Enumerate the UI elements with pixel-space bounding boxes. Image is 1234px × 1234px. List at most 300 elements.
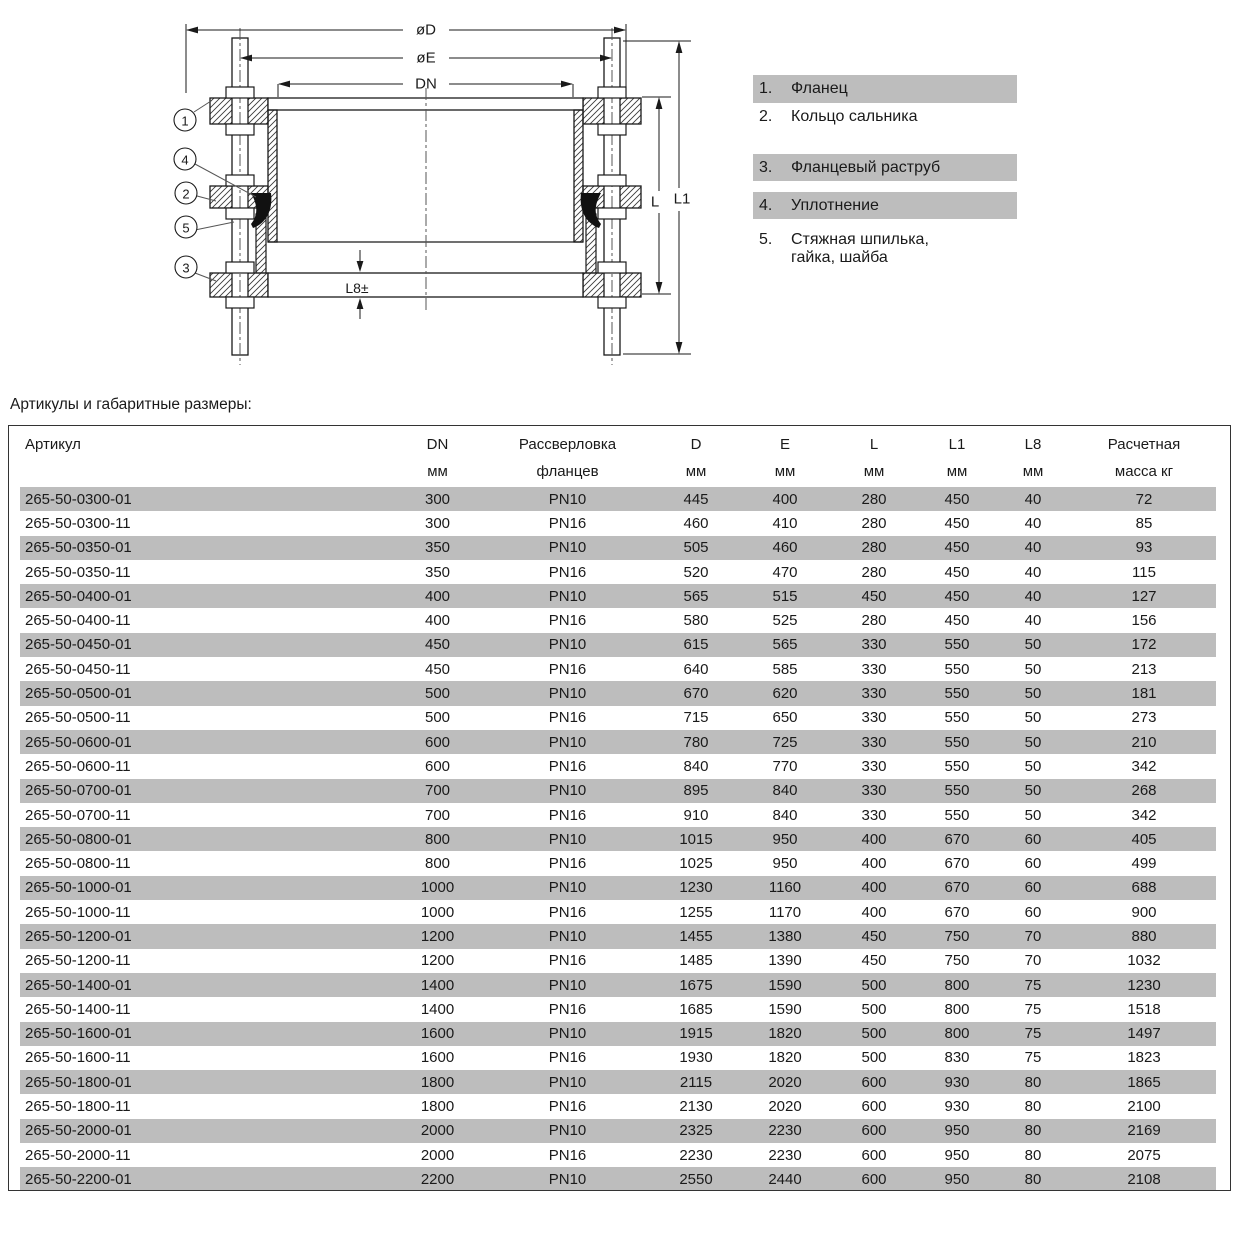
table-row (20, 536, 1216, 560)
table-cell: 725 (772, 733, 798, 751)
table-cell: 80 (1024, 1073, 1042, 1091)
table-cell: 2075 (1127, 1146, 1161, 1164)
table-cell: 550 (944, 782, 970, 800)
table-cell: 1915 (679, 1025, 713, 1043)
table-cell: 800 (944, 1000, 970, 1018)
svg-text:5: 5 (182, 220, 190, 236)
table-cell: 265-50-0500-01 (25, 685, 132, 703)
table-cell: 1230 (1127, 976, 1161, 994)
table-cell: 265-50-0300-11 (25, 514, 131, 532)
table-cell: PN16 (548, 1000, 587, 1018)
table-cell: PN10 (548, 879, 587, 897)
table-cell: 70 (1024, 927, 1042, 945)
table-cell: 1000 (420, 879, 455, 897)
table-row (20, 876, 1216, 900)
table-cell: 1400 (420, 1000, 455, 1018)
dim-label-nominal-diameter: DN (415, 75, 437, 93)
table-cell: 75 (1024, 976, 1042, 994)
table-cell: 265-50-1400-01 (25, 976, 132, 994)
table-cell: 950 (944, 1170, 970, 1188)
dim-label-sleeve-diameter: øE (416, 49, 436, 67)
dim-label-length: L (650, 193, 660, 211)
svg-text:4: 4 (181, 152, 189, 168)
table-cell: 550 (944, 685, 970, 703)
legend-item-label: Уплотнение (791, 196, 879, 214)
table-cell: 500 (861, 1000, 887, 1018)
table-row (20, 608, 1216, 632)
table-cell: 213 (1131, 660, 1157, 678)
table-row (20, 949, 1216, 973)
dim-label-overall-length: L1 (673, 190, 691, 208)
table-cell: 2108 (1127, 1170, 1161, 1188)
legend-item-label: Фланцевый раструб (791, 158, 941, 176)
table-cell: 565 (772, 636, 798, 654)
table-cell: 40 (1024, 612, 1042, 630)
legend-item-seal (753, 192, 1017, 219)
table-cell: 500 (861, 976, 887, 994)
table-row (20, 1143, 1216, 1167)
table-row (20, 681, 1216, 705)
column-header: L8 мм (1022, 436, 1044, 480)
table-cell: 460 (772, 539, 798, 557)
table-cell: 50 (1024, 709, 1042, 727)
table-cell: 50 (1024, 757, 1042, 775)
table-cell: 500 (861, 1025, 887, 1043)
table-cell: 2440 (768, 1170, 802, 1188)
legend-item-label: Фланец (791, 80, 848, 97)
table-cell: 265-50-0400-11 (25, 612, 131, 630)
table-row (20, 1167, 1216, 1191)
table-row (20, 900, 1216, 924)
table-cell: 800 (944, 1025, 970, 1043)
table-row (20, 1119, 1216, 1143)
table-cell: PN10 (548, 830, 587, 848)
table-cell: 550 (944, 733, 970, 751)
table-cell: PN16 (548, 806, 587, 824)
table-cell: 265-50-0700-11 (25, 806, 131, 824)
table-row (20, 1094, 1216, 1118)
table-cell: 950 (944, 1146, 970, 1164)
table-cell: 265-50-1800-01 (25, 1073, 132, 1091)
table-cell: 450 (424, 636, 451, 654)
table-cell: PN10 (548, 1073, 587, 1091)
table-cell: 75 (1024, 1000, 1042, 1018)
table-cell: 40 (1024, 490, 1042, 508)
table-cell: 265-50-1200-01 (25, 927, 132, 945)
table-cell: 1820 (768, 1049, 802, 1067)
table-row (20, 803, 1216, 827)
table-cell: 450 (861, 587, 887, 605)
table-cell: 505 (683, 539, 709, 557)
table-cell: 280 (861, 612, 887, 630)
table-cell: 895 (683, 782, 709, 800)
table-cell: 600 (861, 1170, 887, 1188)
column-header: Расчетная масса кг (1107, 436, 1181, 480)
table-cell: 268 (1131, 782, 1157, 800)
table-cell: 450 (424, 660, 451, 678)
table-cell: 265-50-0400-01 (25, 587, 132, 605)
column-header: L1 мм (946, 436, 968, 480)
table-cell: 410 (772, 514, 798, 532)
table-cell: 930 (944, 1098, 970, 1116)
table-cell: 330 (861, 709, 887, 727)
table-cell: 115 (1132, 563, 1156, 581)
table-cell: 1455 (679, 927, 713, 945)
table-cell: 520 (683, 563, 709, 581)
table-cell: 1820 (768, 1025, 802, 1043)
table-cell: 880 (1131, 927, 1157, 945)
technical-drawing (0, 0, 760, 390)
table-cell: 181 (1131, 685, 1157, 703)
table-cell: PN10 (548, 976, 587, 994)
table-cell: 600 (424, 757, 451, 775)
table-row (20, 1070, 1216, 1094)
table-cell: 280 (861, 514, 887, 532)
table-cell: 330 (861, 733, 887, 751)
column-header: L мм (863, 436, 885, 480)
table-cell: PN10 (548, 539, 587, 557)
table-cell: 2100 (1127, 1098, 1161, 1116)
legend-item-number: 3. (759, 158, 773, 176)
table-cell: 1485 (679, 952, 713, 970)
table-cell: 72 (1135, 490, 1153, 508)
table-cell: 450 (861, 952, 887, 970)
column-header: Рассверловка фланцев (518, 436, 617, 480)
table-cell: 265-50-0300-01 (25, 490, 132, 508)
table-cell: 450 (944, 563, 970, 581)
table-cell: 265-50-0500-11 (25, 709, 131, 727)
table-cell: 265-50-0450-01 (25, 636, 132, 654)
dim-label-outer-diameter: øD (416, 21, 436, 39)
table-cell: PN16 (548, 903, 587, 921)
table-cell: PN16 (548, 563, 587, 581)
table-cell: 265-50-1000-01 (25, 879, 132, 897)
table-cell: 600 (861, 1073, 887, 1091)
table-cell: 85 (1135, 514, 1153, 532)
table-cell: 2200 (420, 1170, 455, 1188)
table-cell: 400 (861, 903, 887, 921)
table-cell: 265-50-1200-11 (25, 952, 131, 970)
table-cell: 60 (1024, 903, 1042, 921)
table-cell: 40 (1024, 514, 1042, 532)
table-row (20, 487, 1216, 511)
table-cell: 400 (861, 855, 887, 873)
table-row (20, 584, 1216, 608)
section-title: Артикулы и габаритные размеры: (10, 396, 252, 413)
table-cell: PN10 (548, 1122, 587, 1140)
table-row (20, 851, 1216, 875)
table-row (20, 560, 1216, 584)
table-cell: 2115 (679, 1073, 713, 1091)
table-cell: 350 (424, 563, 451, 581)
table-cell: 1675 (679, 976, 713, 994)
table-row (20, 511, 1216, 535)
table-cell: 830 (944, 1049, 970, 1067)
table-header (20, 426, 1216, 487)
table-cell: 460 (683, 514, 709, 532)
table-cell: 770 (772, 757, 798, 775)
table-cell: 400 (424, 612, 451, 630)
table-cell: 1390 (768, 952, 802, 970)
table-cell: 950 (944, 1122, 970, 1140)
table-cell: 400 (772, 490, 798, 508)
table-cell: 400 (861, 879, 887, 897)
table-cell: PN16 (548, 612, 587, 630)
table-cell: 565 (683, 587, 709, 605)
table-cell: 445 (683, 490, 709, 508)
table-cell: 265-50-1600-11 (25, 1049, 131, 1067)
column-header: E мм (774, 436, 796, 480)
table-cell: PN16 (548, 757, 587, 775)
table-cell: 1590 (768, 1000, 802, 1018)
table-cell: 470 (772, 563, 798, 581)
table-cell: PN16 (548, 514, 587, 532)
table-cell: 800 (424, 855, 451, 873)
table-cell: 550 (944, 709, 970, 727)
column-header: Артикул (25, 436, 81, 453)
table-header-row (20, 426, 1216, 487)
table-cell: 600 (424, 733, 451, 751)
table-cell: 1160 (768, 879, 802, 897)
legend-item-number: 2. (759, 108, 773, 125)
table-cell: 2325 (679, 1122, 713, 1140)
table-cell: 450 (944, 587, 970, 605)
table-cell: 800 (944, 976, 970, 994)
table-cell: PN16 (548, 660, 587, 678)
table-row (20, 754, 1216, 778)
table-cell: 930 (944, 1073, 970, 1091)
table-cell: 93 (1135, 539, 1153, 557)
table-cell: 800 (424, 830, 451, 848)
table-row (20, 706, 1216, 730)
legend-item-flanged-socket (753, 154, 1017, 181)
legend-item-gland-ring (753, 103, 1017, 131)
table-cell: 210 (1131, 733, 1157, 751)
table-cell: 750 (944, 927, 970, 945)
table-cell: 172 (1131, 636, 1157, 654)
table-cell: PN10 (548, 685, 587, 703)
table-cell: 2230 (768, 1122, 802, 1140)
legend-item-number: 1. (759, 80, 773, 97)
table-cell: 620 (772, 685, 798, 703)
table-cell: 2550 (679, 1170, 713, 1188)
table-cell: 515 (772, 587, 798, 605)
table-row (20, 997, 1216, 1021)
table-cell: 280 (861, 563, 887, 581)
table-cell: 60 (1024, 879, 1042, 897)
table-cell: 80 (1024, 1098, 1042, 1116)
table-cell: 550 (944, 757, 970, 775)
table-cell: PN10 (548, 733, 587, 751)
table-cell: 1823 (1127, 1049, 1161, 1067)
table-cell: 265-50-1400-11 (25, 1000, 131, 1018)
column-header: D мм (685, 436, 707, 480)
table-cell: PN10 (548, 782, 587, 800)
table-cell: 688 (1131, 879, 1157, 897)
table-cell: 1032 (1127, 952, 1161, 970)
table-cell: 265-50-2000-11 (25, 1146, 131, 1164)
table-cell: 840 (772, 806, 798, 824)
table-cell: 900 (1131, 903, 1157, 921)
table-cell: 265-50-0800-01 (25, 830, 132, 848)
table-row (20, 730, 1216, 754)
table-cell: 1380 (768, 927, 802, 945)
table-cell: 580 (683, 612, 709, 630)
table-cell: 1400 (420, 976, 455, 994)
table-cell: 1518 (1127, 1000, 1161, 1018)
table-cell: 700 (424, 806, 451, 824)
table-cell: PN10 (548, 927, 587, 945)
column-header: DN мм (426, 436, 449, 480)
table-cell: 40 (1024, 539, 1042, 557)
table-cell: 450 (944, 490, 970, 508)
table-cell: 50 (1024, 636, 1042, 654)
table-cell: 1800 (420, 1098, 455, 1116)
table-cell: 50 (1024, 660, 1042, 678)
table-cell: 500 (424, 685, 451, 703)
table-cell: 350 (424, 539, 451, 557)
table-cell: 910 (683, 806, 709, 824)
table-cell: 670 (944, 855, 970, 873)
table-cell: PN16 (548, 1146, 587, 1164)
table-cell: 715 (683, 709, 709, 727)
table-cell: 75 (1024, 1025, 1042, 1043)
table-cell: 950 (772, 830, 798, 848)
table-cell: 750 (944, 952, 970, 970)
table-cell: 450 (944, 514, 970, 532)
table-cell: 640 (683, 660, 709, 678)
table-cell: 2169 (1127, 1122, 1161, 1140)
table-cell: 265-50-1600-01 (25, 1025, 132, 1043)
legend-item-number: 4. (759, 196, 773, 214)
table-cell: 273 (1131, 709, 1157, 727)
dimensions-table-border (8, 425, 1231, 1191)
table-cell: PN10 (548, 1170, 587, 1188)
table-cell: PN10 (548, 1025, 587, 1043)
table-cell: 2000 (420, 1146, 455, 1164)
table-cell: 2000 (420, 1122, 455, 1140)
table-cell: 950 (772, 855, 798, 873)
table-cell: PN16 (548, 1098, 587, 1116)
table-cell: 280 (861, 539, 887, 557)
table-body (20, 487, 1216, 1191)
table-cell: 1800 (420, 1073, 455, 1091)
table-cell: 300 (424, 514, 451, 532)
table-cell: 585 (772, 660, 798, 678)
table-cell: 265-50-0450-11 (25, 660, 131, 678)
table-cell: 2020 (768, 1098, 802, 1116)
table-cell: 525 (772, 612, 798, 630)
table-row (20, 1022, 1216, 1046)
table-cell: 127 (1131, 587, 1157, 605)
legend-item-label: Кольцо сальника (791, 108, 918, 125)
table-cell: 330 (861, 782, 887, 800)
table-cell: 330 (861, 636, 887, 654)
table-cell: 450 (944, 612, 970, 630)
table-cell: 2130 (679, 1098, 713, 1116)
legend-item-tie-rod (753, 227, 1017, 277)
table-cell: 330 (861, 806, 887, 824)
table-cell: 265-50-0600-01 (25, 733, 132, 751)
table-cell: 500 (424, 709, 451, 727)
table-cell: 50 (1024, 733, 1042, 751)
table-row (20, 973, 1216, 997)
table-cell: 450 (944, 539, 970, 557)
table-cell: 840 (683, 757, 709, 775)
table-cell: 60 (1024, 830, 1042, 848)
table-row (20, 827, 1216, 851)
table-cell: 265-50-2200-01 (25, 1170, 132, 1188)
table-cell: 1865 (1127, 1073, 1161, 1091)
table-cell: 342 (1131, 806, 1157, 824)
table-cell: 1930 (679, 1049, 713, 1067)
table-cell: 1255 (679, 903, 713, 921)
table-cell: 2020 (768, 1073, 802, 1091)
table-row (20, 924, 1216, 948)
table-row (20, 779, 1216, 803)
table-cell: 80 (1024, 1122, 1042, 1140)
table-cell: 550 (944, 636, 970, 654)
table-cell: 80 (1024, 1146, 1042, 1164)
table-cell: 1497 (1127, 1025, 1161, 1043)
table-cell: 550 (944, 806, 970, 824)
table-cell: 265-50-1000-11 (25, 903, 131, 921)
dim-label-gap: L8± (345, 280, 369, 296)
svg-text:3: 3 (182, 260, 190, 276)
table-cell: 50 (1024, 806, 1042, 824)
table-cell: 330 (861, 660, 887, 678)
table-cell: 1600 (420, 1025, 455, 1043)
svg-text:1: 1 (181, 113, 189, 129)
table-cell: PN10 (548, 587, 587, 605)
table-cell: 650 (772, 709, 798, 727)
table-cell: 280 (861, 490, 887, 508)
legend-item-label: Стяжная шпилька, гайка, шайба (791, 231, 929, 266)
table-cell: 1000 (420, 903, 455, 921)
table-cell: 1590 (768, 976, 802, 994)
callout-numbers (181, 114, 189, 276)
table-cell: 1230 (679, 879, 713, 897)
table-cell: 600 (861, 1122, 887, 1140)
table-cell: 265-50-1800-11 (25, 1098, 131, 1116)
table-cell: 670 (683, 685, 709, 703)
table-cell: 450 (861, 927, 887, 945)
table-cell: PN16 (548, 952, 587, 970)
table-cell: 400 (861, 830, 887, 848)
legend-item-number: 5. (759, 231, 773, 248)
table-row (20, 657, 1216, 681)
legend-item-flange (753, 75, 1017, 103)
table-cell: 265-50-0350-11 (25, 563, 131, 581)
table-cell: 156 (1131, 612, 1157, 630)
table-cell: 780 (683, 733, 709, 751)
svg-text:2: 2 (182, 186, 190, 202)
table-cell: PN16 (548, 709, 587, 727)
table-cell: 840 (772, 782, 798, 800)
table-cell: 670 (944, 879, 970, 897)
table-cell: 40 (1024, 587, 1042, 605)
table-cell: PN10 (548, 636, 587, 654)
table-cell: 1025 (679, 855, 713, 873)
table-cell: 1600 (420, 1049, 455, 1067)
table-cell: 2230 (679, 1146, 713, 1164)
table-row (20, 1046, 1216, 1070)
table-cell: 330 (861, 685, 887, 703)
dimensions-table (20, 426, 1216, 1191)
table-cell: 1200 (420, 927, 455, 945)
table-cell: PN10 (548, 490, 587, 508)
table-cell: 700 (424, 782, 451, 800)
